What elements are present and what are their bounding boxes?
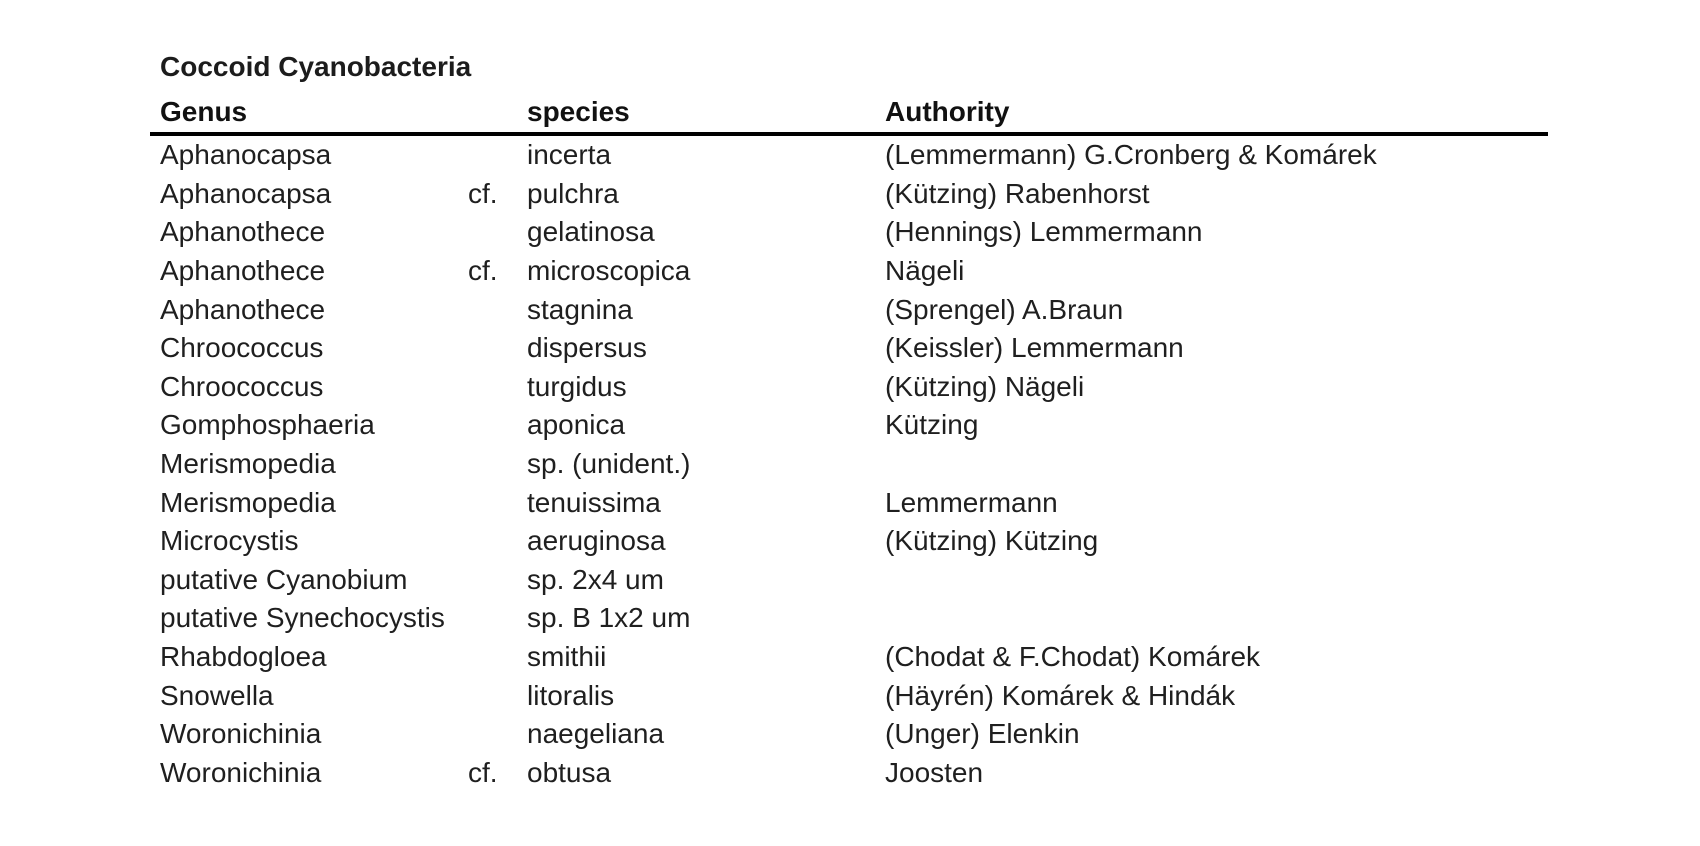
- species-cell: aponica: [527, 409, 626, 441]
- species-cell: incerta: [527, 139, 612, 171]
- species-cell: microscopica: [527, 255, 691, 287]
- species-cell: litoralis: [527, 679, 615, 711]
- authority-cell: Joosten: [885, 756, 984, 788]
- species-cell: obtusa: [527, 756, 612, 788]
- table-row: [150, 406, 1548, 445]
- genus-cell: Woronichinia: [160, 718, 322, 750]
- authority-cell: (Häyrén) Komárek & Hindák: [885, 679, 1236, 711]
- genus-cell: Woronichinia: [160, 756, 322, 788]
- table-row: [150, 638, 1548, 677]
- table-row: [150, 715, 1548, 754]
- table-row: [150, 676, 1548, 715]
- table-row: [150, 754, 1548, 793]
- genus-cell: Aphanothece: [160, 293, 326, 325]
- authority-cell: (Sprengel) A.Braun: [885, 293, 1124, 325]
- genus-cell: Rhabdogloea: [160, 641, 327, 673]
- authority-cell: Nägeli: [885, 255, 965, 287]
- authority-cell: (Lemmermann) G.Cronberg & Komárek: [885, 139, 1377, 171]
- table-row: [150, 522, 1548, 561]
- table-row: [150, 329, 1548, 368]
- species-cell: gelatinosa: [527, 216, 655, 248]
- species-cell: pulchra: [527, 177, 619, 209]
- authority-cell: (Kützing) Rabenhorst: [885, 177, 1150, 209]
- genus-cell: Chroococcus: [160, 370, 324, 402]
- genus-cell: Aphanothece: [160, 216, 326, 248]
- table-row: [150, 252, 1548, 291]
- genus-cell: Aphanocapsa: [160, 177, 332, 209]
- species-cell: naegeliana: [527, 718, 665, 750]
- genus-cell: Chroococcus: [160, 332, 324, 364]
- table-row: [150, 483, 1548, 522]
- species-cell: sp. B 1x2 um: [527, 602, 691, 634]
- genus-cell: Merismopedia: [160, 448, 336, 480]
- table-row: [150, 561, 1548, 600]
- authority-cell: (Kützing) Kützing: [885, 525, 1099, 557]
- species-table: [150, 92, 1548, 792]
- genus-cell: Merismopedia: [160, 486, 336, 518]
- authority-cell: Lemmermann: [885, 486, 1058, 518]
- document-page: [150, 50, 1548, 792]
- species-cell: sp. (unident.): [527, 448, 691, 480]
- page-title: Coccoid Cyanobacteria: [160, 51, 472, 82]
- species-cell: sp. 2x4 um: [527, 563, 664, 595]
- table-body: [150, 136, 1548, 792]
- table-row: [150, 136, 1548, 175]
- table-row: [150, 213, 1548, 252]
- genus-cell: Aphanocapsa: [160, 139, 332, 171]
- genus-cell: Snowella: [160, 679, 274, 711]
- column-header-genus: Genus: [160, 96, 248, 127]
- cf-cell: cf.: [468, 177, 498, 209]
- genus-cell: Microcystis: [160, 525, 299, 557]
- genus-cell: putative Cyanobium: [160, 563, 408, 595]
- authority-cell: Kützing: [885, 409, 979, 441]
- table-row: [150, 445, 1548, 484]
- species-cell: dispersus: [527, 332, 647, 364]
- authority-cell: (Hennings) Lemmermann: [885, 216, 1203, 248]
- column-header-species: species: [527, 96, 630, 127]
- species-cell: tenuissima: [527, 486, 661, 518]
- genus-cell: Gomphosphaeria: [160, 409, 375, 441]
- authority-cell: (Unger) Elenkin: [885, 718, 1080, 750]
- table-row: [150, 175, 1548, 214]
- species-cell: aeruginosa: [527, 525, 666, 557]
- species-cell: stagnina: [527, 293, 633, 325]
- genus-cell: putative Synechocystis: [160, 602, 445, 634]
- cf-cell: cf.: [468, 756, 498, 788]
- species-cell: smithii: [527, 641, 607, 673]
- table-header-row: [150, 92, 1548, 136]
- genus-cell: Aphanothece: [160, 255, 326, 287]
- authority-cell: (Keissler) Lemmermann: [885, 332, 1184, 364]
- column-header-authority: Authority: [885, 96, 1010, 127]
- table-row: [150, 290, 1548, 329]
- cf-cell: cf.: [468, 255, 498, 287]
- species-cell: turgidus: [527, 370, 627, 402]
- table-row: [150, 599, 1548, 638]
- table-row: [150, 368, 1548, 407]
- authority-cell: (Chodat & F.Chodat) Komárek: [885, 641, 1261, 673]
- authority-cell: (Kützing) Nägeli: [885, 370, 1085, 402]
